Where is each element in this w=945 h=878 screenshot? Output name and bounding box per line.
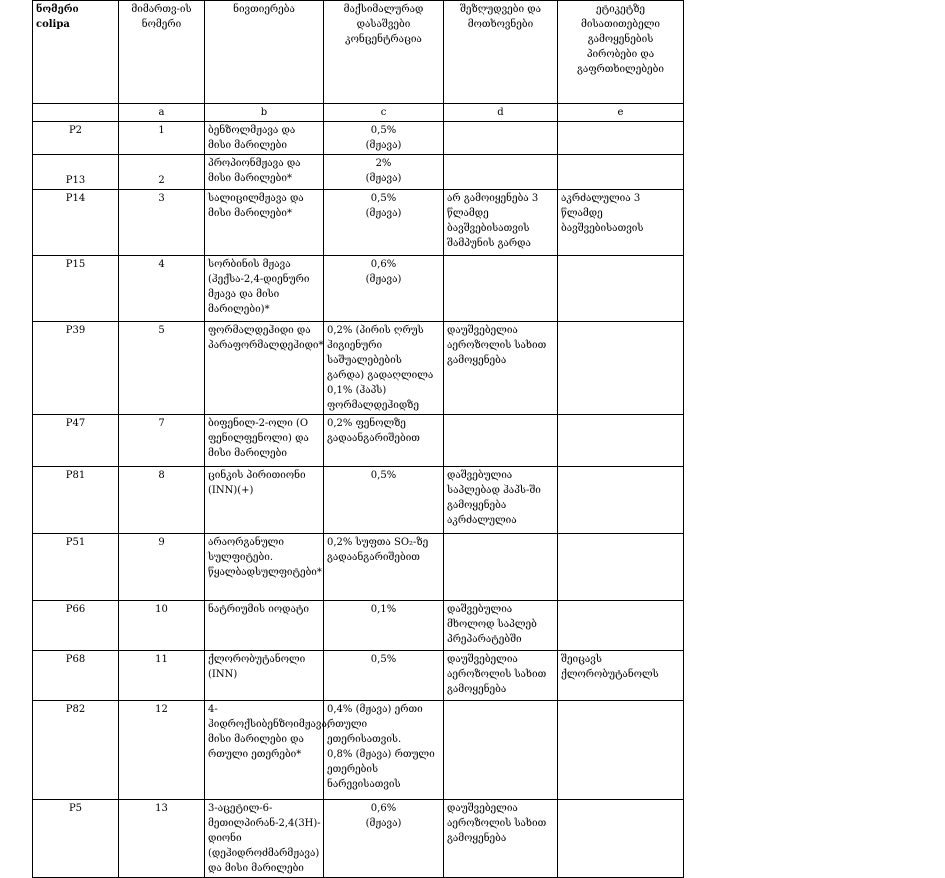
code-cell: P51: [33, 534, 119, 601]
table-row: [33, 190, 684, 256]
table-row: [33, 701, 684, 800]
code-cell: P15: [33, 256, 119, 322]
substance-cell: ქლორობუტანოლი (INN): [205, 651, 324, 701]
number-cell: 11: [119, 651, 205, 701]
labelling-cell: [558, 256, 684, 322]
concentration-cell: 2% (მჟავა): [324, 155, 444, 190]
labelling-cell: [558, 415, 684, 467]
labelling-cell: [558, 701, 684, 800]
table-body: [33, 122, 684, 878]
number-cell: 12: [119, 701, 205, 800]
column-letter-b: b: [205, 104, 324, 122]
column-letter-d: d: [444, 104, 558, 122]
limitations-cell: [444, 701, 558, 800]
number-cell: 9: [119, 534, 205, 601]
limitations-cell: [444, 155, 558, 190]
table-row: [33, 322, 684, 415]
labelling-cell: [558, 322, 684, 415]
substance-cell: 4-ჰიდროქსიბენზოიმჟავა, მისი მარილები და რთული ეთერები*: [205, 701, 324, 800]
substance-cell: ბიფენილ-2-ოლი (O ფენილფენოლი) და მისი მარილები: [205, 415, 324, 467]
substance-cell: არაორგანული სულფიტები. წყალბადსულფიტები*: [205, 534, 324, 601]
code-cell: P68: [33, 651, 119, 701]
letter-cell-empty: [33, 104, 119, 122]
table-row: [33, 155, 684, 190]
substance-cell: პროპიონმჟავა და მისი მარილები*: [205, 155, 324, 190]
code-cell: P14: [33, 190, 119, 256]
labelling-cell: შეიცავს ქლორობუტანოლს: [558, 651, 684, 701]
substance-cell: 3-აცეტილ-6-მეთილპირან-2,4(3H)-დიონი (დეჰიდროძმარმჟავა) და მისი მარილები: [205, 800, 324, 878]
limitations-cell: არ გამოიყენება 3 წლამდე ბავშვებისათვის შამპუნის გარდა: [444, 190, 558, 256]
column-letter-c: c: [324, 104, 444, 122]
labelling-cell: [558, 467, 684, 534]
number-cell: 4: [119, 256, 205, 322]
number-cell: 1: [119, 122, 205, 155]
substance-cell: ცინკის პირითიონი (INN)(+): [205, 467, 324, 534]
concentration-cell: 0,5%: [324, 467, 444, 534]
limitations-cell: დაშვებულია მხოლოდ საპლებ პრეპარატებში: [444, 601, 558, 651]
table-row: [33, 467, 684, 534]
number-cell: 2: [119, 155, 205, 190]
labelling-cell: [558, 534, 684, 601]
limitations-cell: დაუშვებელია აეროზოლის სახით გამოყენება: [444, 800, 558, 878]
header-annex-number: მიმართვ-ის ნომერი: [119, 1, 205, 104]
table-row: [33, 122, 684, 155]
concentration-cell: 0,2% (პირის ღრუს ჰიგიენური საშუალებების გარდა) გადაღლილა 0,1% (ჰაპს) ფორმალდეჰიდზე: [324, 322, 444, 415]
number-cell: 7: [119, 415, 205, 467]
preservatives-table: [32, 0, 684, 878]
limitations-cell: [444, 415, 558, 467]
number-cell: 3: [119, 190, 205, 256]
labelling-cell: აკრძალულია 3 წლამდე ბავშვებისათვის: [558, 190, 684, 256]
limitations-cell: [444, 256, 558, 322]
concentration-cell: 0,5% (მჟავა): [324, 190, 444, 256]
concentration-cell: 0,2% ფენოლზე გადაანგარიშებით: [324, 415, 444, 467]
concentration-cell: 0,2% სუფთა SO₂-ზე გადაანგარიშებით: [324, 534, 444, 601]
concentration-cell: 0,6% (მჟავა): [324, 800, 444, 878]
concentration-cell: 0,4% (მჟავა) ერთი რთული ეთერისათვის. 0,8% (მჟავა) რთული ეთერების ნარევისათვის: [324, 701, 444, 800]
number-cell: 5: [119, 322, 205, 415]
table-row: [33, 651, 684, 701]
substance-cell: ფორმალდეჰიდი და პარაფორმალდეჰიდი*: [205, 322, 324, 415]
code-cell: P66: [33, 601, 119, 651]
column-letter-e: e: [558, 104, 684, 122]
concentration-cell: 0,5% (მჟავა): [324, 122, 444, 155]
number-cell: 8: [119, 467, 205, 534]
labelling-cell: [558, 122, 684, 155]
substance-cell: სალიცილმჟავა და მისი მარილები*: [205, 190, 324, 256]
table-row: [33, 601, 684, 651]
concentration-cell: 0,1%: [324, 601, 444, 651]
substance-cell: ბენზოლმჟავა და მისი მარილები: [205, 122, 324, 155]
header-limitations: შეზღუდვები და მოთხოვნები: [444, 1, 558, 104]
code-cell: P5: [33, 800, 119, 878]
code-cell: P81: [33, 467, 119, 534]
limitations-cell: [444, 534, 558, 601]
limitations-cell: დაუშვებელია აეროზოლის სახით გამოყენება: [444, 651, 558, 701]
substance-cell: ნატრიუმის იოდატი: [205, 601, 324, 651]
limitations-cell: დაუშვებელია აეროზოლის სახით გამოყენება: [444, 322, 558, 415]
header-row: [33, 1, 684, 104]
header-labelling: ეტიკეტზე მისათითებელი გამოყენების პირობები და გაფრთხილებები: [558, 1, 684, 104]
concentration-cell: 0,6% (მჟავა): [324, 256, 444, 322]
code-cell: P39: [33, 322, 119, 415]
substance-cell: სორბინის მჟავა (ჰექსა-2,4-დიენური მჟავა და მისი მარილები)*: [205, 256, 324, 322]
table-row: [33, 800, 684, 878]
table-row: [33, 534, 684, 601]
code-cell: P13: [33, 155, 119, 190]
code-cell: P82: [33, 701, 119, 800]
number-cell: 10: [119, 601, 205, 651]
labelling-cell: [558, 601, 684, 651]
header-ref-number: ნომერი colipa: [33, 1, 119, 104]
column-letter-a: a: [119, 104, 205, 122]
header-max-concentration: მაქსიმალურად დასაშვები კონცენტრაცია: [324, 1, 444, 104]
table-row: [33, 415, 684, 467]
concentration-cell: 0,5%: [324, 651, 444, 701]
code-cell: P2: [33, 122, 119, 155]
labelling-cell: [558, 155, 684, 190]
limitations-cell: დაშვებულია საპლებად ჰაპს-ში გამოყენება აკრძალულია: [444, 467, 558, 534]
code-cell: P47: [33, 415, 119, 467]
column-letter-row: [33, 104, 684, 122]
limitations-cell: [444, 122, 558, 155]
number-cell: 13: [119, 800, 205, 878]
labelling-cell: [558, 800, 684, 878]
header-substance: ნივთიერება: [205, 1, 324, 104]
table-row: [33, 256, 684, 322]
